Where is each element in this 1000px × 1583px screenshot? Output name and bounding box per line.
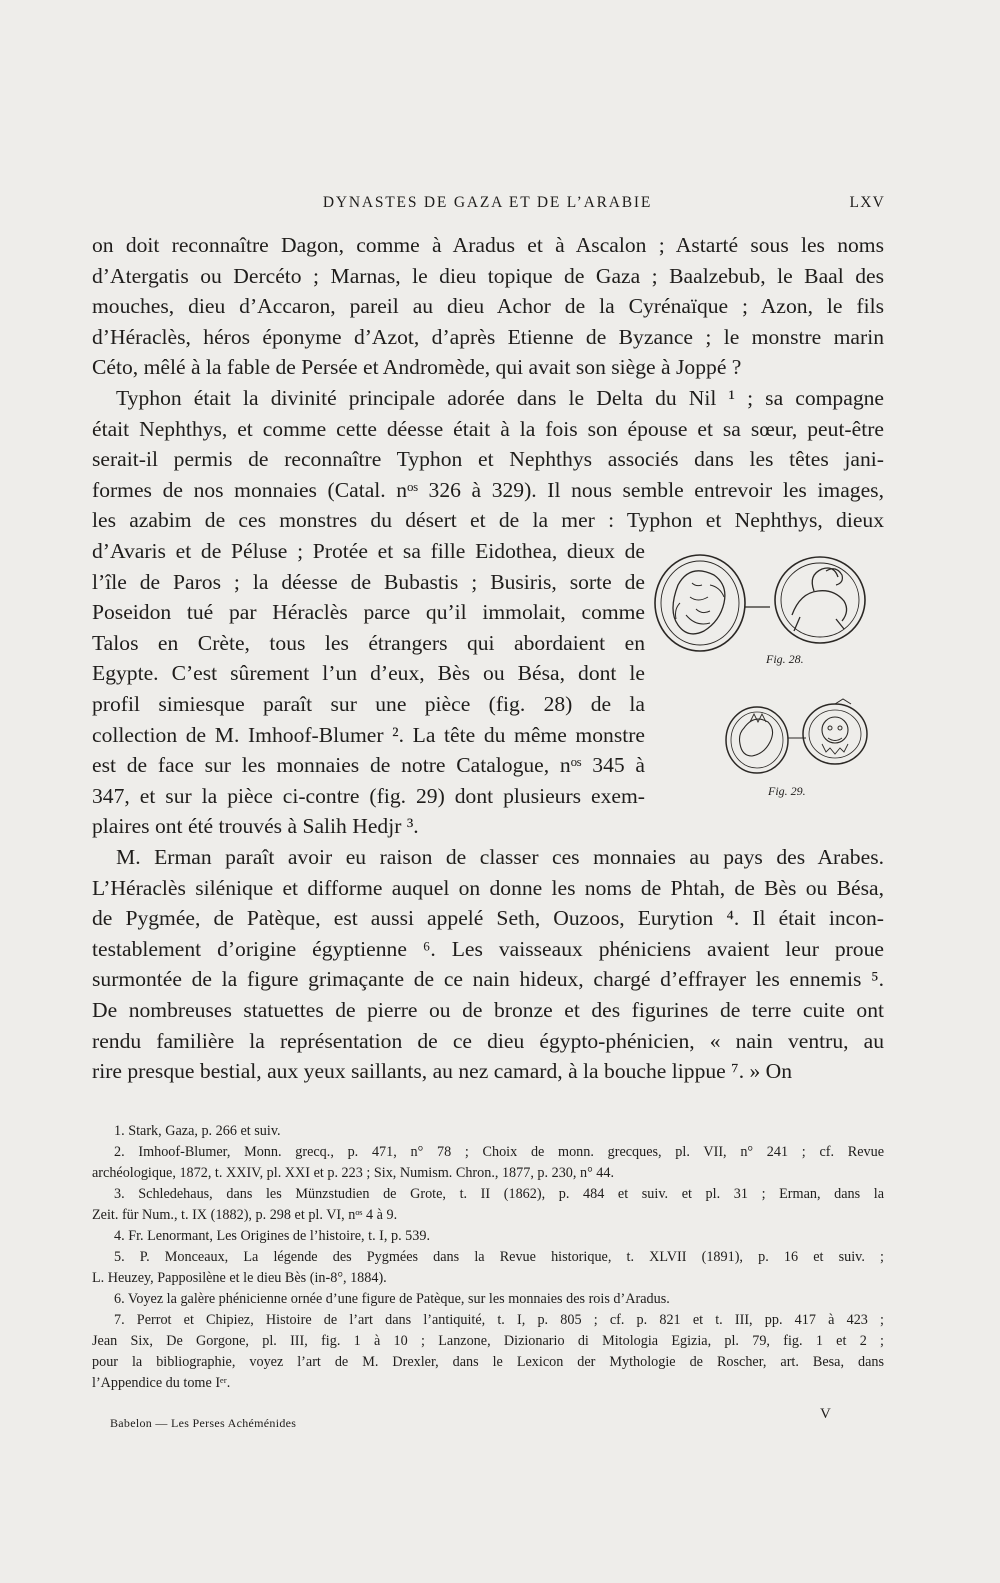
body-line: 347, et sur la pièce ci-contre (fig. 29) dont plusieurs exem- bbox=[92, 783, 645, 808]
footnote-line: 5. P. Monceaux, La légende des Pygmées dans la Revue historique, t. XLVII (1891), p. 16 et suiv. ; bbox=[114, 1249, 884, 1265]
body-line: De nombreuses statuettes de pierre ou de bronze et des figurines de terre cuite ont bbox=[92, 998, 884, 1022]
body-line: rendu familière la représentation de ce dieu égypto-phénicien, « nain ventru, au bbox=[92, 1028, 884, 1053]
body-line: rire presque bestial, aux yeux saillants, au nez camard, à la bouche lippue ⁷. » On bbox=[92, 1059, 793, 1084]
fig-28-caption: Fig. 28. bbox=[766, 652, 804, 666]
body-line: formes de nos monnaies (Catal. nᵒˢ 326 à 329). Il nous semble entrevoir les images, bbox=[92, 477, 884, 502]
body-line: M. Erman paraît avoir eu raison de classer ces monnaies au pays des Arabes. bbox=[116, 845, 884, 869]
body-line: plaires ont été trouvés à Salih Hedjr ³. bbox=[92, 814, 419, 839]
body-line: Poseidon tué par Héraclès parce qu’il immolait, comme bbox=[92, 600, 645, 625]
footnote-line: 7. Perrot et Chipiez, Histoire de l’art dans l’antiquité, t. I, p. 805 ; cf. p. 821 et t. III, pp. 417 à 423 ; bbox=[114, 1312, 884, 1328]
body-line: est de face sur les monnaies de notre Catalogue, nᵒˢ 345 à bbox=[92, 753, 645, 778]
fig-29-coins-image bbox=[722, 698, 882, 778]
body-line: Talos en Crète, tous les étrangers qui abordaient en bbox=[92, 630, 645, 655]
body-line: Typhon était la divinité principale adorée dans le Delta du Nil ¹ ; sa compagne bbox=[116, 386, 884, 410]
footnote-line: l’Appendice du tome Iᵉʳ. bbox=[92, 1375, 231, 1391]
body-line: d’Héraclès, héros éponyme d’Azot, d’après Etienne de Byzance ; le monstre marin bbox=[92, 324, 884, 349]
body-line: était Nephthys, et comme cette déesse était à la fois son épouse et sa sœur, peut-être bbox=[92, 416, 884, 441]
body-line: collection de M. Imhoof-Blumer ². La tête du même monstre bbox=[92, 722, 645, 747]
body-line: l’île de Paros ; la déesse de Bubastis ; Busiris, sorte de bbox=[92, 569, 645, 594]
body-line: profil simiesque paraît sur une pièce (fig. 28) de la bbox=[92, 692, 645, 716]
body-line: Céto, mêlé à la fable de Persée et Andromède, qui avait son siège à Joppé ? bbox=[92, 355, 742, 380]
running-head bbox=[90, 190, 885, 216]
body-line: L’Héraclès silénique et difforme auquel on donne les noms de Phtah, de Bès ou Bésa, bbox=[92, 875, 884, 900]
body-line: de Pygmée, de Patèque, est aussi appelé Seth, Ouzoos, Eurytion ⁴. Il était incon- bbox=[92, 906, 884, 931]
footnote-line: 1. Stark, Gaza, p. 266 et suiv. bbox=[114, 1123, 281, 1139]
sheet-mark: V bbox=[820, 1406, 831, 1422]
printer-signature: Babelon — Les Perses Achéménides bbox=[110, 1416, 297, 1430]
fig-28-coins-image bbox=[650, 545, 880, 665]
body-line: testablement d’origine égyptienne ⁶. Les vaisseaux phéniciens avaient leur proue bbox=[92, 936, 884, 961]
body-line: surmontée de la figure grimaçante de ce nain hideux, chargé d’effrayer les ennemis ⁵. bbox=[92, 967, 884, 992]
footnote-line: pour la bibliographie, voyez l’art de M. Drexler, dans le Lexicon der Mythologie de Roscher, art. Besa, dans bbox=[92, 1354, 884, 1370]
footnote-line: Zeit. für Num., t. IX (1882), p. 298 et pl. VI, nᵒˢ 4 à 9. bbox=[92, 1207, 398, 1223]
body-line: d’Atergatis ou Dercéto ; Marnas, le dieu topique de Gaza ; Baalzebub, le Baal des bbox=[92, 263, 884, 288]
body-line: d’Avaris et de Péluse ; Protée et sa fille Eidothea, dieux de bbox=[92, 539, 645, 563]
footnote-line: 2. Imhoof-Blumer, Monn. grecq., p. 471, n° 78 ; Choix de monn. grecques, pl. VII, n° 241 ; cf. Revue bbox=[114, 1144, 884, 1160]
body-line: serait-il permis de reconnaître Typhon et Nephthys associés dans les têtes jani- bbox=[92, 447, 884, 472]
page-number: LXV bbox=[849, 194, 885, 211]
body-line: les azabim de ces monstres du désert et de la mer : Typhon et Nephthys, dieux bbox=[92, 508, 884, 533]
body-line: Egypte. C’est sûrement l’un d’eux, Bès ou Bésa, dont le bbox=[92, 661, 645, 686]
fig-29-caption: Fig. 29. bbox=[768, 784, 806, 798]
body-line: on doit reconnaître Dagon, comme à Aradus et à Ascalon ; Astarté sous les noms bbox=[92, 233, 884, 257]
footnote-line: 4. Fr. Lenormant, Les Origines de l’histoire, t. I, p. 539. bbox=[114, 1228, 431, 1244]
body-line: mouches, dieu d’Accaron, pareil au dieu Achor de la Cyrénaïque ; Azon, le fils bbox=[92, 294, 884, 319]
footnote-line: L. Heuzey, Papposilène et le dieu Bès (in-8°, 1884). bbox=[92, 1270, 387, 1286]
footnote-line: archéologique, 1872, t. XXIV, pl. XXI et p. 223 ; Six, Numism. Chron., 1877, p. 230, n° 44. bbox=[92, 1165, 615, 1181]
running-title: DYNASTES DE GAZA ET DE L’ARABIE bbox=[322, 194, 653, 211]
footnote-line: 6. Voyez la galère phénicienne ornée d’une figure de Patèque, sur les monnaies des rois d’Aradus. bbox=[114, 1291, 670, 1307]
footnote-line: 3. Schledehaus, dans les Münzstudien de Grote, t. II (1862), p. 484 et suiv. et pl. 31 ; Erman, dans la bbox=[114, 1186, 884, 1202]
footnote-line: Jean Six, De Gorgone, pl. III, fig. 1 à 10 ; Lanzone, Dizionario di Mitologia Egizia, pl. 79, fig. 1 et 2 ; bbox=[92, 1333, 884, 1349]
